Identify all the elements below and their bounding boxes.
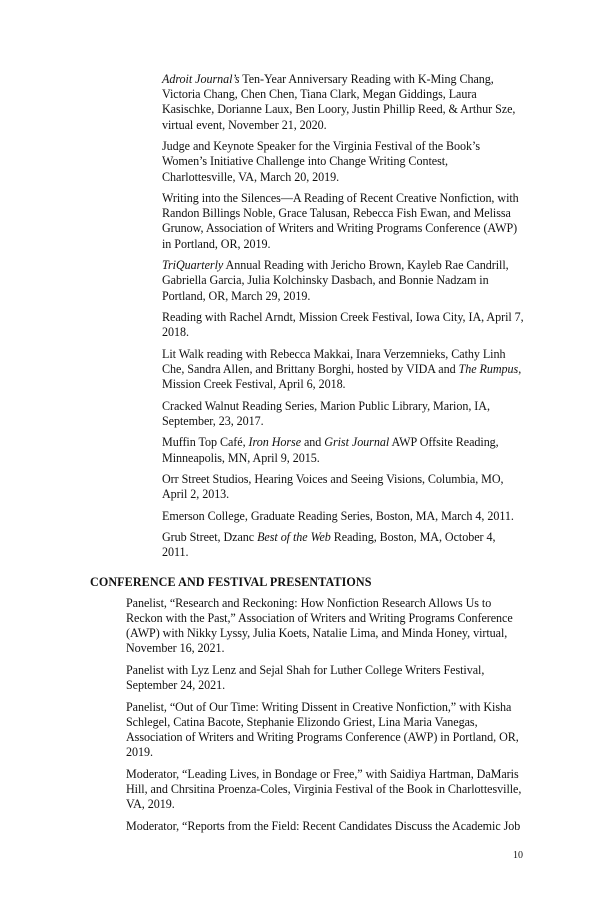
reading-entry	[162, 399, 524, 429]
entry-text: Emerson College, Graduate Reading Series, Boston, MA, March 4, 2011.	[162, 508, 514, 523]
entry-text: Muffin Top Café,	[162, 435, 249, 450]
entry-text: Annual Reading with Jericho Brown, Kayleb Rae Candrill, Gabriella Garcia, Julia Kolchinsky Dasbach, and Bonnie Nadzam in Portland, OR, March 29, 2019.	[162, 258, 509, 303]
readings-list	[162, 72, 524, 561]
reading-entry	[162, 310, 524, 340]
entry-text: Ten-Year Anniversary Reading with K-Ming Chang, Victoria Chang, Chen Chen, Tiana Clark, Megan Giddings, Laura Kasischke, Dorianne Laux, Ben Loory, Justin Phillip Reed, & Arthur Sze, virtual event, November 21, 2020.	[162, 72, 516, 132]
italic-title: Adroit Journal’s	[162, 72, 240, 86]
page-number: 10	[513, 849, 523, 861]
entry-text: and	[301, 435, 325, 450]
presentation-entry: Panelist with Lyz Lenz and Sejal Shah for Luther College Writers Festival, September 24, 2021.	[126, 662, 485, 693]
italic-title: The Rumpus	[458, 361, 519, 376]
entry-text: Writing into the Silences—A Reading of Recent Creative Nonfiction, with Randon Billings Noble, Grace Talusan, Rebecca Fish Ewan, and Melissa Grunow, Association of Writers and Writing Programs Conference (AWP) in Portland, OR, 2019.	[162, 191, 519, 251]
section-heading: CONFERENCE AND FESTIVAL PRESENTATIONS	[90, 574, 372, 589]
presentation-entry: Panelist, “Research and Reckoning: How Nonfiction Research Allows Us to Reckon with the Past,” Association of Writers and Writing Programs Conference (AWP) with Nikky Lyssy, Julia Koets, Natalie Lima, and Minda Honey, virtual, November 16, 2021.	[126, 595, 513, 656]
presentation-entry: Moderator, “Leading Lives, in Bondage or Free,” with Saidiya Hartman, DaMaris Hill, and Chrsitina Proenza-Coles, Virginia Festival of the Book in Charlottesville, VA, 2019.	[126, 766, 522, 812]
reading-entry	[162, 139, 524, 185]
entry-text: , Mission Creek Festival, April 6, 2018.	[162, 361, 522, 392]
entry-text: Cracked Walnut Reading Series, Marion Public Library, Marion, IA, September, 23, 2017.	[162, 398, 490, 428]
reading-entry	[162, 191, 524, 252]
presentation-entry: Panelist, “Out of Our Time: Writing Dissent in Creative Nonfiction,” with Kisha Schlegel, Catina Bacote, Stephanie Elizondo Griest, Lina Maria Vanegas, Association of Writers and Writing Programs Conference (AWP) in Portland, OR, 2019.	[126, 699, 519, 760]
entry-text: Judge and Keynote Speaker for the Virginia Festival of the Book’s Women’s Initiative Challenge into Change Writing Contest, Charlottesville, VA, March 20, 2019.	[162, 139, 481, 184]
reading-entry	[162, 530, 524, 560]
italic-title: Iron Horse	[248, 435, 302, 450]
entry-text: Lit Walk reading with Rebecca Makkai, Inara Verzemnieks, Cathy Linh Che, Sandra Allen, and Brittany Borghi, hosted by VIDA and	[162, 346, 506, 376]
entry-text: Orr Street Studios, Hearing Voices and Seeing Visions, Columbia, MO, April 2, 2013.	[162, 472, 504, 502]
reading-entry	[162, 509, 524, 524]
italic-title: Best of the Web	[257, 530, 331, 545]
entry-text: Reading with Rachel Arndt, Mission Creek Festival, Iowa City, IA, April 7, 2018.	[162, 310, 524, 340]
reading-entry	[162, 347, 524, 393]
presentation-entry: Moderator, “Reports from the Field: Recent Candidates Discuss the Academic Job	[126, 818, 521, 833]
entry-text: Grub Street, Dzanc	[162, 530, 258, 545]
entry-text: Reading, Boston, MA, October 4, 2011.	[162, 530, 496, 560]
reading-entry	[162, 472, 524, 502]
italic-title: Grist Journal	[324, 435, 390, 450]
italic-title: TriQuarterly	[162, 258, 224, 273]
reading-entry	[162, 258, 524, 304]
entry-text: AWP Offsite Reading, Minneapolis, MN, April 9, 2015.	[162, 435, 499, 465]
reading-entry	[162, 435, 524, 465]
conference-presentations-list	[126, 596, 524, 834]
reading-entry	[162, 72, 524, 133]
